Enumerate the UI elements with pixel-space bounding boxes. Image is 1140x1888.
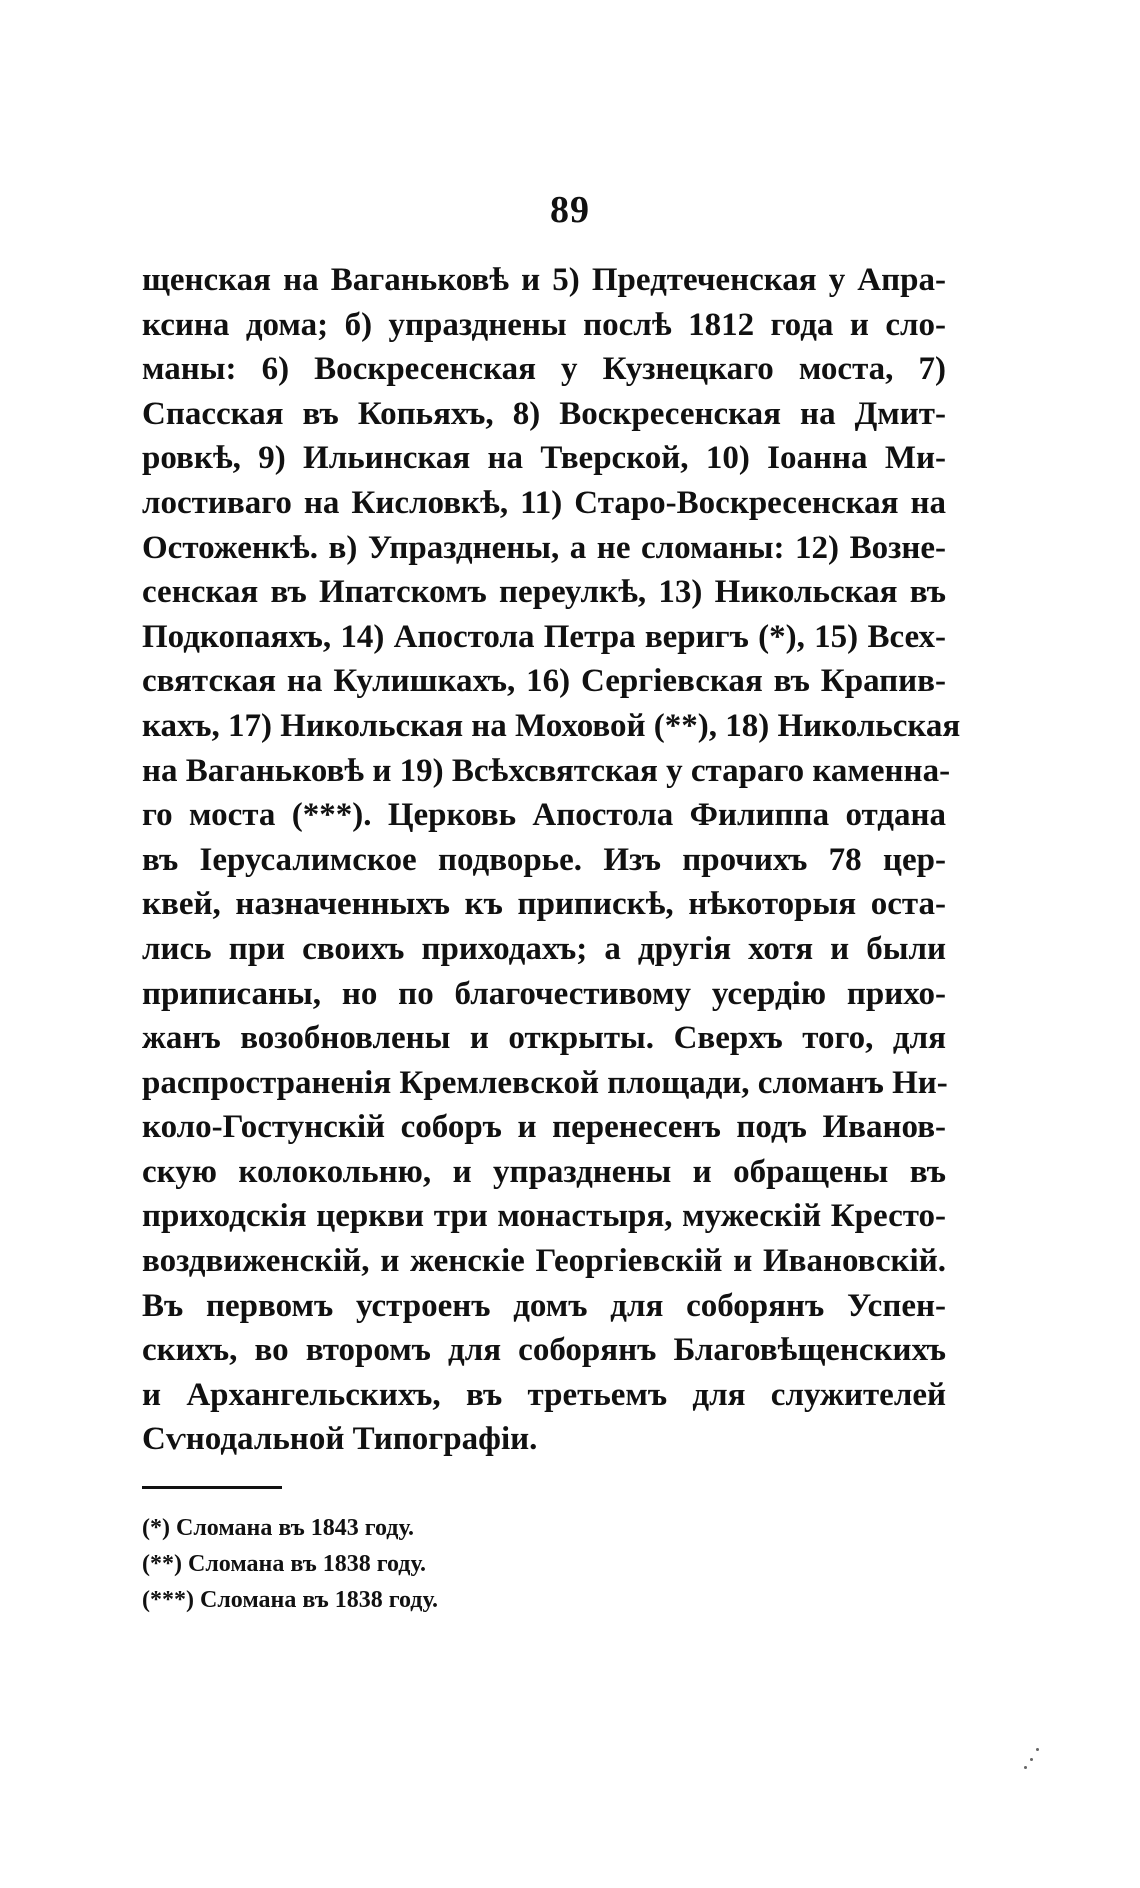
text-line: маны: 6) Воскресенская у Кузнецкаго моста, 7) (142, 351, 946, 388)
text-line: воздвиженскій, и женскіе Георгіевскій и Ивановскій. (142, 1243, 946, 1280)
text-line: приписаны, но по благочестивому усердію прихо- (142, 975, 946, 1012)
text-line: щенская на Ваганьковѣ и 5) Предтеченская у Апра- (142, 262, 946, 298)
text-line: сенская въ Ипатскомъ переулкѣ, 13) Никольская въ (142, 574, 946, 611)
footnote: (*) Сломана въ 1843 году. (142, 1515, 415, 1541)
text-line: распространенія Кремлевской площади, сломанъ Ни- (142, 1064, 948, 1101)
text-line: ровкѣ, 9) Ильинская на Тверской, 10) Іоанна Ми- (142, 440, 946, 477)
text-line: скую колокольню, и упразднены и обращены въ (142, 1153, 946, 1190)
text-line: на Ваганьковѣ и 19) Всѣхсвятская у стараго каменна- (142, 752, 951, 789)
text-line: жанъ возобновлены и открыты. Сверхъ того, для (142, 1020, 946, 1057)
text-line: Подкопаяхъ, 14) Апостола Петра веригъ (*), 15) Всех- (142, 618, 946, 655)
text-line: скихъ, во второмъ для соборянъ Благовѣщенскихъ (142, 1332, 946, 1369)
footnote: (***) Сломана въ 1838 году. (142, 1587, 439, 1613)
paper-speck (1030, 1758, 1033, 1761)
text-line: Сѵнодальной Типографіи. (142, 1421, 538, 1458)
footnote-divider (142, 1486, 282, 1489)
text-line: кахъ, 17) Никольская на Моховой (**), 18) Никольская (142, 707, 961, 744)
text-line: и Архангельскихъ, въ третьемъ для служителей (142, 1376, 946, 1413)
text-line: въ Іерусалимское подворье. Изъ прочихъ 78 цер- (142, 841, 946, 878)
text-line: лись при своихъ приходахъ; а другія хотя и были (142, 930, 946, 967)
text-line: коло-Гостунскій соборъ и перенесенъ подъ Иванов- (142, 1109, 946, 1146)
text-line: Въ первомъ устроенъ домъ для соборянъ Успен- (142, 1287, 946, 1324)
text-line: лостиваго на Кисловкѣ, 11) Старо-Воскресенская на (142, 484, 946, 521)
main-text (142, 258, 961, 1462)
page-number: 89 (550, 189, 590, 231)
text-line: Остоженкѣ. в) Упразднены, а не сломаны: 12) Возне- (142, 529, 946, 566)
text-line: приходскія церкви три монастыря, мужескій Кресто- (142, 1198, 946, 1235)
paper-speck (1024, 1766, 1027, 1769)
text-line: го моста (***). Церковь Апостола Филиппа отдана (142, 797, 946, 834)
text-line: Спасская въ Копьяхъ, 8) Воскресенская на Дмит- (142, 395, 946, 432)
footnote: (**) Сломана въ 1838 году. (142, 1551, 427, 1577)
footnotes (142, 1510, 742, 1618)
paper-speck (1036, 1748, 1039, 1751)
text-line: квей, назначенныхъ къ припискѣ, нѣкоторыя оста- (142, 886, 946, 923)
text-line: ксина дома; б) упразднены послѣ 1812 года и сло- (142, 306, 946, 343)
text-line: святская на Кулишкахъ, 16) Сергіевская въ Крапив- (142, 663, 946, 700)
